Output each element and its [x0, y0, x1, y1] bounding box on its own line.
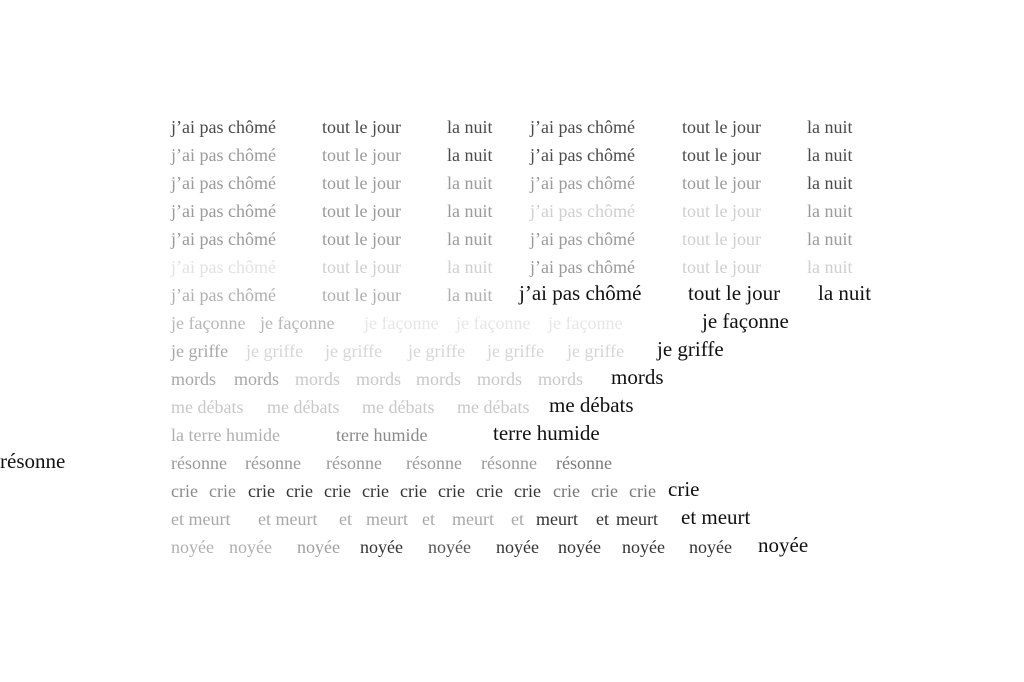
- poem-phrase: la nuit: [807, 116, 853, 137]
- poem-phrase: je griffe: [325, 340, 383, 361]
- poem-phrase: la nuit: [807, 172, 853, 193]
- poem-phrase: tout le jour: [688, 281, 781, 306]
- poem-phrase: mords: [356, 368, 401, 389]
- poem-phrase: me débats: [362, 396, 435, 417]
- poem-phrase: j’ai pas chômé: [519, 281, 642, 306]
- poem-phrase: meurt: [366, 508, 408, 529]
- poem-phrase: j’ai pas chômé: [171, 228, 276, 249]
- poem-phrase: tout le jour: [682, 228, 761, 249]
- poem-phrase: la nuit: [807, 256, 853, 277]
- poem-phrase: j’ai pas chômé: [171, 144, 276, 165]
- poem-phrase: j’ai pas chômé: [171, 116, 276, 137]
- poem-phrase: la nuit: [447, 228, 493, 249]
- poem-phrase: résonne: [406, 452, 462, 473]
- poem-phrase: et: [511, 508, 524, 529]
- poem-phrase: tout le jour: [322, 172, 401, 193]
- poem-phrase: crie: [514, 480, 541, 501]
- poem-phrase: mords: [538, 368, 583, 389]
- poem-phrase: j’ai pas chômé: [530, 228, 635, 249]
- poem-phrase: je façonne: [548, 312, 623, 333]
- poem-phrase: tout le jour: [682, 200, 761, 221]
- poem-phrase: noyée: [360, 536, 403, 557]
- poem-phrase: mords: [416, 368, 461, 389]
- poem-phrase: meurt: [452, 508, 494, 529]
- poem-phrase: crie: [324, 480, 351, 501]
- poem-phrase: crie: [438, 480, 465, 501]
- poem-phrase: je griffe: [657, 337, 724, 362]
- poem-phrase: tout le jour: [322, 228, 401, 249]
- poem-phrase: j’ai pas chômé: [171, 284, 276, 305]
- poem-phrase: j’ai pas chômé: [530, 200, 635, 221]
- poem-phrase: la nuit: [447, 200, 493, 221]
- poem-phrase: me débats: [457, 396, 530, 417]
- poem-phrase: je façonne: [364, 312, 439, 333]
- poem-phrase: me débats: [267, 396, 340, 417]
- poem-phrase: la nuit: [447, 144, 493, 165]
- poem-phrase: je façonne: [702, 309, 789, 334]
- poem-phrase: et: [596, 508, 609, 529]
- poem-phrase: tout le jour: [682, 172, 761, 193]
- poem-phrase: j’ai pas chômé: [530, 172, 635, 193]
- poem-phrase: résonne: [481, 452, 537, 473]
- poem-phrase: la nuit: [807, 228, 853, 249]
- poem-phrase: crie: [400, 480, 427, 501]
- poem-phrase: noyée: [171, 536, 214, 557]
- poem-phrase: crie: [362, 480, 389, 501]
- poem-phrase: résonne: [326, 452, 382, 473]
- poem-phrase: je griffe: [487, 340, 545, 361]
- poem-phrase: meurt: [616, 508, 658, 529]
- poem-phrase: mords: [611, 365, 664, 390]
- poem-phrase: et: [339, 508, 352, 529]
- poem-phrase: j’ai pas chômé: [171, 256, 276, 277]
- poem-phrase: mords: [171, 368, 216, 389]
- poem-phrase: crie: [286, 480, 313, 501]
- poem-phrase: la nuit: [818, 281, 872, 306]
- poem-phrase: et: [422, 508, 435, 529]
- poem-phrase: j’ai pas chômé: [530, 144, 635, 165]
- poem-phrase: noyée: [428, 536, 471, 557]
- poem-phrase: je façonne: [171, 312, 246, 333]
- poem-phrase: terre humide: [336, 424, 428, 445]
- poem-phrase: et meurt: [171, 508, 231, 529]
- poem-phrase: noyée: [229, 536, 272, 557]
- poem-phrase: crie: [629, 480, 656, 501]
- poem-phrase: résonne: [556, 452, 612, 473]
- poem-phrase: noyée: [496, 536, 539, 557]
- poem-phrase: la nuit: [447, 172, 493, 193]
- poem-phrase: tout le jour: [322, 256, 401, 277]
- poem-phrase: mords: [234, 368, 279, 389]
- poem-phrase: j’ai pas chômé: [530, 116, 635, 137]
- poem-phrase: et meurt: [258, 508, 318, 529]
- poem-phrase: la nuit: [447, 116, 493, 137]
- poem-phrase: tout le jour: [322, 200, 401, 221]
- poem-phrase: la nuit: [807, 144, 853, 165]
- poem-phrase: je griffe: [171, 340, 229, 361]
- poem-phrase: la nuit: [447, 284, 493, 305]
- poem-phrase: résonne: [0, 449, 66, 474]
- poem-phrase: tout le jour: [682, 256, 761, 277]
- poem-phrase: mords: [295, 368, 340, 389]
- poem-phrase: la terre humide: [171, 424, 280, 445]
- poem-phrase: je griffe: [408, 340, 466, 361]
- poem-phrase: mords: [477, 368, 522, 389]
- poem-phrase: tout le jour: [682, 116, 761, 137]
- poem-phrase: je griffe: [567, 340, 625, 361]
- poem-phrase: crie: [171, 480, 198, 501]
- poem-phrase: j’ai pas chômé: [171, 200, 276, 221]
- poem-phrase: je griffe: [246, 340, 304, 361]
- poem-phrase: terre humide: [493, 421, 600, 446]
- poem-phrase: me débats: [549, 393, 634, 418]
- poem-phrase: noyée: [558, 536, 601, 557]
- poem-phrase: meurt: [536, 508, 578, 529]
- poem-phrase: me débats: [171, 396, 244, 417]
- poem-phrase: crie: [476, 480, 503, 501]
- poem-phrase: tout le jour: [682, 144, 761, 165]
- poem-phrase: tout le jour: [322, 284, 401, 305]
- poem-phrase: résonne: [245, 452, 301, 473]
- poem-phrase: j’ai pas chômé: [530, 256, 635, 277]
- poem-phrase: noyée: [758, 533, 809, 558]
- poem-phrase: et meurt: [681, 505, 751, 530]
- poem-phrase: crie: [668, 477, 700, 502]
- poem-phrase: crie: [553, 480, 580, 501]
- poem-phrase: crie: [209, 480, 236, 501]
- poem-phrase: résonne: [171, 452, 227, 473]
- poem-phrase: noyée: [622, 536, 665, 557]
- poem-phrase: tout le jour: [322, 144, 401, 165]
- poem-phrase: la nuit: [447, 256, 493, 277]
- poem-phrase: noyée: [297, 536, 340, 557]
- poem-phrase: crie: [248, 480, 275, 501]
- poem-phrase: je façonne: [260, 312, 335, 333]
- poem-phrase: noyée: [689, 536, 732, 557]
- poem-phrase: j’ai pas chômé: [171, 172, 276, 193]
- poem-phrase: la nuit: [807, 200, 853, 221]
- poem-phrase: tout le jour: [322, 116, 401, 137]
- poem-phrase: crie: [591, 480, 618, 501]
- poem-phrase: je façonne: [456, 312, 531, 333]
